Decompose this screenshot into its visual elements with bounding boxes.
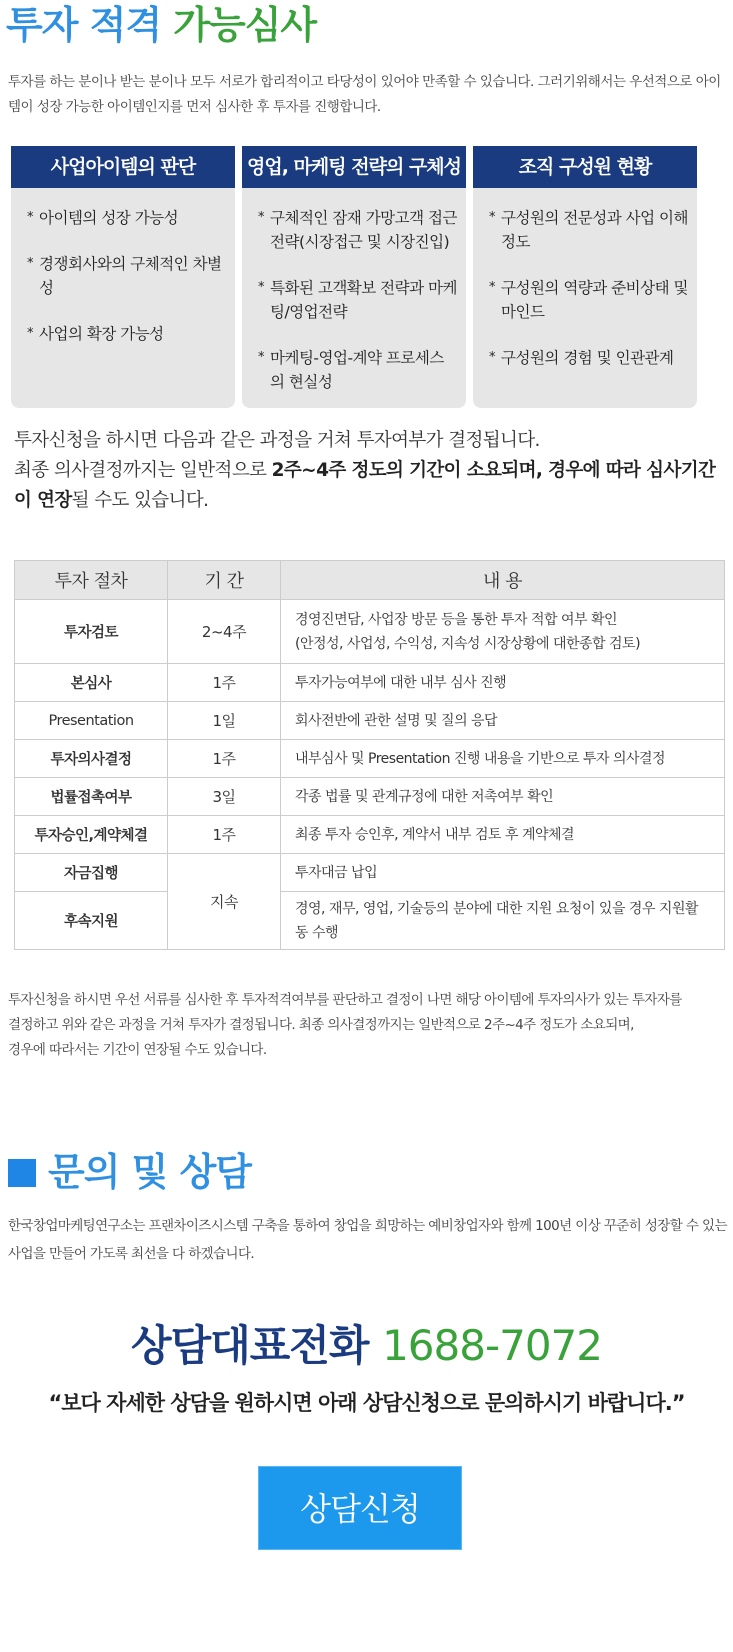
step-cell: 본심사 [15, 664, 168, 702]
period-cell: 1주 [168, 664, 281, 702]
card-list [489, 206, 689, 392]
content-cell: 최종 투자 승인후, 계약서 내부 검토 후 계약체결 [281, 816, 725, 854]
table-row [15, 664, 725, 702]
period-cell: 1주 [168, 816, 281, 854]
process-duration-highlight: 2주~4주 정도의 기간이 소요되며, 경우에 따라 심사기간이 연장 [14, 460, 716, 511]
note-line-2: 결정하고 위와 같은 과정을 거쳐 투자가 결정됩니다. 최종 의사결정까지는 일반적으로 2주~4주 정도가 소요되며, [8, 1017, 634, 1033]
step-cell: 자금집행 [15, 854, 168, 892]
table-header: 투자 절차 [15, 561, 168, 600]
contact-title-text: 문의 및 상담 [48, 1150, 251, 1194]
list-item: * 경쟁회사와의 구체적인 차별성 [27, 252, 227, 300]
page-title-part2: 가능심사 [173, 3, 317, 47]
bullet-icon: * [27, 326, 33, 341]
consult-quote: “보다 자세한 상담을 원하시면 아래 상담신청으로 문의하시기 바랍니다.” [48, 1391, 685, 1415]
phone-number[interactable]: 1688-7072 [382, 1321, 602, 1370]
table-row [15, 778, 725, 816]
card-title: 조직 구성원 현황 [473, 146, 697, 188]
bullet-icon: * [489, 280, 495, 295]
intro-text: 투자를 하는 분이나 받는 분이나 모두 서로가 합리적이고 타당성이 있어야 만족할 수 있습니다. 그러기위해서는 우선적으로 아이템이 성장 가능한 아이템인지를 먼저 심사한 후 투자를 진행합니다. [8, 74, 721, 115]
card-marketing-strategy [242, 146, 466, 408]
table-row [15, 600, 725, 664]
note-line-3: 경우에 따라서는 기간이 연장될 수도 있습니다. [8, 1042, 267, 1058]
content-cell: 경영, 재무, 영업, 기술등의 분야에 대한 지원 요청이 있을 경우 지원활동 수행 [281, 892, 725, 950]
bullet-icon: * [489, 350, 495, 365]
page-title-part1: 투자 적격 [6, 3, 162, 47]
period-cell: 1주 [168, 740, 281, 778]
step-cell: 투자검토 [15, 600, 168, 664]
table-row [15, 892, 725, 950]
content-cell: 회사전반에 관한 설명 및 질의 응답 [281, 702, 725, 740]
step-cell: 투자승인,계약체결 [15, 816, 168, 854]
card-title: 사업아이템의 판단 [11, 146, 235, 188]
bullet-icon: * [489, 210, 495, 225]
content-cell: 각종 법률 및 관계규정에 대한 저촉여부 확인 [281, 778, 725, 816]
process-note [8, 988, 730, 1063]
step-cell: 후속지원 [15, 892, 168, 950]
content-cell: 경영진면담, 사업장 방문 등을 통한 투자 적합 여부 확인 (안정성, 사업성, 수익성, 지속성 시장상황에 대한종합 검토) [281, 600, 725, 664]
period-cell: 3일 [168, 778, 281, 816]
bullet-icon: * [258, 280, 264, 295]
page-title [6, 0, 316, 50]
table-row [15, 854, 725, 892]
process-line-1: 투자신청을 하시면 다음과 같은 과정을 거쳐 투자여부가 결정됩니다. [14, 430, 540, 451]
period-cell: 1일 [168, 702, 281, 740]
card-organization [473, 146, 697, 408]
contact-description: 한국창업마케팅연구소는 프랜차이즈시스템 구축을 통하여 창업을 희망하는 예비창업자와 함께 100년 이상 꾸준히 성장할 수 있는 사업을 만들어 가도록 최선을 다 하겠습니다. [8, 1218, 727, 1262]
list-item: * 특화된 고객확보 전략과 마케팅/영업전략 [258, 276, 458, 324]
list-item: * 구성원의 전문성과 사업 이해 정도 [489, 206, 689, 254]
table-header: 내 용 [281, 561, 725, 600]
square-icon [8, 1159, 36, 1187]
process-description [14, 426, 729, 516]
bullet-icon: * [27, 256, 33, 271]
card-title: 영업, 마케팅 전략의 구체성 [242, 146, 466, 188]
phone-line [0, 1318, 733, 1374]
list-item: * 사업의 확장 가능성 [27, 322, 227, 346]
table-row [15, 816, 725, 854]
list-item: * 구성원의 역량과 준비상태 및 마인드 [489, 276, 689, 324]
card-business-item [11, 146, 235, 408]
table-header: 기 간 [168, 561, 281, 600]
bullet-icon: * [27, 210, 33, 225]
content-cell: 내부심사 및 Presentation 진행 내용을 기반으로 투자 의사결정 [281, 740, 725, 778]
table-header-row [15, 561, 725, 600]
card-list [258, 206, 458, 416]
step-cell: 투자의사결정 [15, 740, 168, 778]
bullet-icon: * [258, 210, 264, 225]
list-item: * 아이템의 성장 가능성 [27, 206, 227, 230]
list-item: * 마케팅-영업-계약 프로세스의 현실성 [258, 346, 458, 394]
content-cell: 투자대금 납입 [281, 854, 725, 892]
step-cell: 법률접촉여부 [15, 778, 168, 816]
period-cell: 2~4주 [168, 600, 281, 664]
table-row [15, 740, 725, 778]
content-cell: 투자가능여부에 대한 내부 심사 진행 [281, 664, 725, 702]
phone-label: 상담대표전화 [131, 1321, 369, 1370]
process-line-2: 최종 의사결정까지는 일반적으로 2주~4주 정도의 기간이 소요되며, 경우에 따라 심사기간이 연장될 수도 있습니다. [14, 460, 716, 511]
period-cell: 지속 [168, 854, 281, 950]
contact-section-title [8, 1148, 251, 1196]
list-item: * 구성원의 경험 및 인관관계 [489, 346, 689, 370]
card-list [27, 206, 227, 368]
table-row [15, 702, 725, 740]
step-cell: Presentation [15, 702, 168, 740]
process-table [14, 560, 725, 950]
note-line-1: 투자신청을 하시면 우선 서류를 심사한 후 투자적격여부를 판단하고 결정이 나면 해당 아이템에 투자의사가 있는 투자자를 [8, 992, 682, 1008]
consult-apply-button[interactable]: 상담신청 [258, 1466, 462, 1550]
list-item: * 구체적인 잠재 가망고객 접근 전략(시장접근 및 시장진입) [258, 206, 458, 254]
bullet-icon: * [258, 350, 264, 365]
